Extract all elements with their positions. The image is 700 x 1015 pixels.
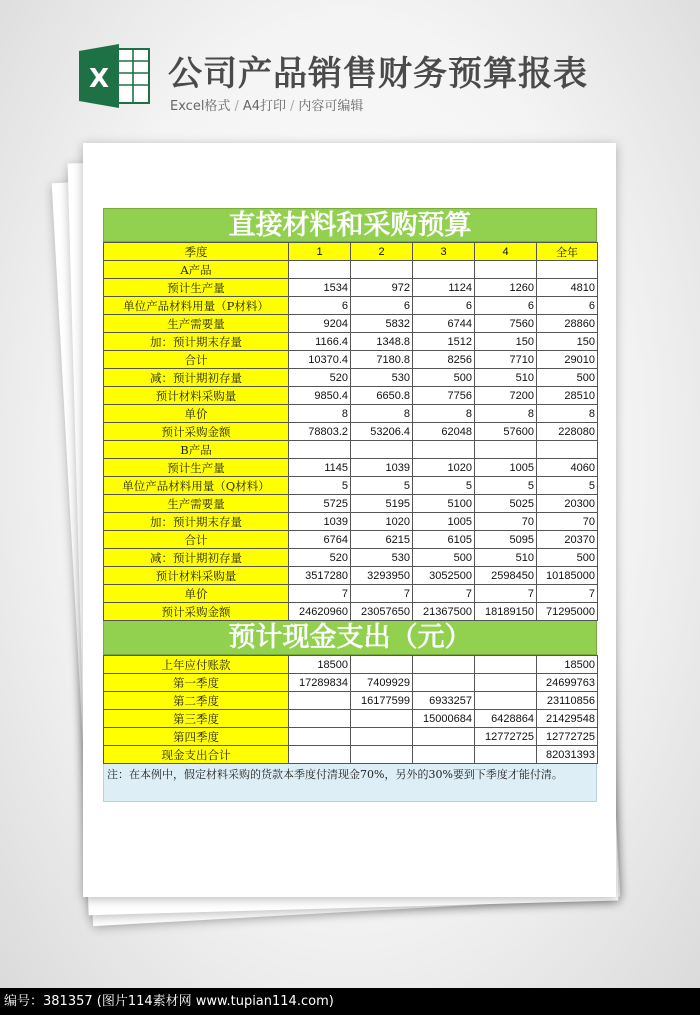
row-label: 上年应付账款 [104, 656, 289, 674]
row-label: 预计材料采购量 [104, 387, 289, 405]
value-cell: 18189150 [475, 603, 537, 621]
header-cell: 4 [475, 243, 537, 261]
value-cell: 520 [289, 549, 351, 567]
row-label: 第四季度 [104, 728, 289, 746]
value-cell: 7180.8 [351, 351, 413, 369]
value-cell: 500 [537, 549, 598, 567]
value-cell: 5 [537, 477, 598, 495]
header-cell-quarter: 季度 [104, 243, 289, 261]
value-cell: 2598450 [475, 567, 537, 585]
value-cell: 4060 [537, 459, 598, 477]
value-cell: 500 [537, 369, 598, 387]
value-cell [289, 746, 351, 764]
value-cell: 82031393 [537, 746, 598, 764]
value-cell [351, 441, 413, 459]
value-cell: 8 [289, 405, 351, 423]
value-cell: 5 [413, 477, 475, 495]
table-row [104, 495, 598, 513]
table-row [104, 477, 598, 495]
table-row [104, 261, 598, 279]
row-label: B产品 [104, 441, 289, 459]
value-cell: 57600 [475, 423, 537, 441]
table-row [104, 549, 598, 567]
value-cell: 1039 [289, 513, 351, 531]
value-cell: 150 [537, 333, 598, 351]
value-cell: 3052500 [413, 567, 475, 585]
value-cell: 6933257 [413, 692, 475, 710]
value-cell: 7409929 [351, 674, 413, 692]
header-cell: 3 [413, 243, 475, 261]
value-cell: 9850.4 [289, 387, 351, 405]
value-cell: 7 [351, 585, 413, 603]
row-label: 加：预计期末存量 [104, 513, 289, 531]
section2-title: 预计现金支出（元） [103, 621, 597, 655]
value-cell: 7560 [475, 315, 537, 333]
row-label: 加：预计期末存量 [104, 333, 289, 351]
row-label: 生产需要量 [104, 315, 289, 333]
value-cell: 4810 [537, 279, 598, 297]
header-cell: 2 [351, 243, 413, 261]
value-cell [351, 746, 413, 764]
row-label: 单价 [104, 585, 289, 603]
value-cell: 1512 [413, 333, 475, 351]
value-cell: 9204 [289, 315, 351, 333]
value-cell [537, 441, 598, 459]
value-cell [475, 441, 537, 459]
table-row [104, 692, 598, 710]
row-label: 第一季度 [104, 674, 289, 692]
value-cell [475, 261, 537, 279]
subtitle-print: A4打印 [242, 99, 286, 114]
table-row [104, 423, 598, 441]
value-cell: 71295000 [537, 603, 598, 621]
table-row [104, 746, 598, 764]
value-cell: 5100 [413, 495, 475, 513]
value-cell [413, 728, 475, 746]
value-cell: 17289834 [289, 674, 351, 692]
value-cell [351, 261, 413, 279]
value-cell: 70 [475, 513, 537, 531]
page-title: 公司产品销售财务预算报表 [168, 54, 588, 94]
table-row [104, 674, 598, 692]
value-cell: 7 [475, 585, 537, 603]
value-cell: 3517280 [289, 567, 351, 585]
value-cell: 530 [351, 549, 413, 567]
value-cell: 6744 [413, 315, 475, 333]
value-cell: 6 [537, 297, 598, 315]
value-cell: 12772725 [475, 728, 537, 746]
value-cell: 1124 [413, 279, 475, 297]
value-cell: 6215 [351, 531, 413, 549]
header-cell: 1 [289, 243, 351, 261]
value-cell: 5095 [475, 531, 537, 549]
value-cell: 6650.8 [351, 387, 413, 405]
table-row [104, 603, 598, 621]
table-row [104, 585, 598, 603]
row-label: 第三季度 [104, 710, 289, 728]
table-row [104, 441, 598, 459]
row-label: 现金支出合计 [104, 746, 289, 764]
value-cell: 10185000 [537, 567, 598, 585]
value-cell [475, 656, 537, 674]
value-cell: 7710 [475, 351, 537, 369]
value-cell [351, 656, 413, 674]
value-cell: 8 [475, 405, 537, 423]
value-cell: 520 [289, 369, 351, 387]
value-cell: 7756 [413, 387, 475, 405]
row-label: 减：预计期初存量 [104, 369, 289, 387]
value-cell: 1348.8 [351, 333, 413, 351]
value-cell: 1005 [413, 513, 475, 531]
value-cell: 28510 [537, 387, 598, 405]
value-cell: 972 [351, 279, 413, 297]
table-row [104, 333, 598, 351]
value-cell: 1166.4 [289, 333, 351, 351]
value-cell [413, 674, 475, 692]
value-cell: 510 [475, 549, 537, 567]
value-cell: 53206.4 [351, 423, 413, 441]
subtitle-edit: 内容可编辑 [298, 99, 364, 114]
value-cell: 8 [351, 405, 413, 423]
value-cell: 5832 [351, 315, 413, 333]
value-cell: 5025 [475, 495, 537, 513]
row-label: 合计 [104, 351, 289, 369]
table-row [104, 459, 598, 477]
value-cell: 78803.2 [289, 423, 351, 441]
value-cell: 530 [351, 369, 413, 387]
material-budget-table [103, 242, 598, 621]
table-row [104, 405, 598, 423]
row-label: 预计生产量 [104, 459, 289, 477]
value-cell: 5195 [351, 495, 413, 513]
row-label: 预计生产量 [104, 279, 289, 297]
cash-expense-table [103, 655, 598, 764]
value-cell [413, 746, 475, 764]
table-row [104, 369, 598, 387]
table-row [104, 531, 598, 549]
value-cell: 5 [475, 477, 537, 495]
value-cell: 1039 [351, 459, 413, 477]
value-cell: 7 [289, 585, 351, 603]
row-label: 预计采购金额 [104, 423, 289, 441]
value-cell: 6 [289, 297, 351, 315]
value-cell: 18500 [289, 656, 351, 674]
value-cell: 7 [413, 585, 475, 603]
value-cell: 24699763 [537, 674, 598, 692]
value-cell: 228080 [537, 423, 598, 441]
value-cell [289, 261, 351, 279]
excel-icon [77, 43, 151, 109]
value-cell [289, 692, 351, 710]
value-cell: 21367500 [413, 603, 475, 621]
value-cell: 510 [475, 369, 537, 387]
budget-sheet [103, 208, 597, 802]
value-cell [475, 746, 537, 764]
table-row [104, 279, 598, 297]
value-cell: 6764 [289, 531, 351, 549]
value-cell [475, 674, 537, 692]
value-cell: 20300 [537, 495, 598, 513]
row-label: 生产需要量 [104, 495, 289, 513]
value-cell: 1020 [413, 459, 475, 477]
row-label: 预计材料采购量 [104, 567, 289, 585]
value-cell: 15000684 [413, 710, 475, 728]
value-cell: 12772725 [537, 728, 598, 746]
value-cell: 1020 [351, 513, 413, 531]
table-row [104, 567, 598, 585]
value-cell [351, 710, 413, 728]
value-cell: 62048 [413, 423, 475, 441]
value-cell: 8 [537, 405, 598, 423]
row-label: 合计 [104, 531, 289, 549]
value-cell: 6 [475, 297, 537, 315]
value-cell: 28860 [537, 315, 598, 333]
value-cell [475, 692, 537, 710]
value-cell: 6 [351, 297, 413, 315]
footnote: 注：在本例中，假定材料采购的货款本季度付清现金70%，另外的30%要到下季度才能付清。 [103, 764, 597, 802]
value-cell: 500 [413, 369, 475, 387]
subtitle-format: Excel格式 [170, 99, 231, 114]
value-cell: 23057650 [351, 603, 413, 621]
value-cell: 5 [351, 477, 413, 495]
table-row [104, 656, 598, 674]
row-label: 单价 [104, 405, 289, 423]
value-cell: 21429548 [537, 710, 598, 728]
value-cell: 7 [537, 585, 598, 603]
header-cell: 全年 [537, 243, 598, 261]
value-cell [289, 441, 351, 459]
table-row [104, 297, 598, 315]
value-cell: 6428864 [475, 710, 537, 728]
table-row [104, 710, 598, 728]
value-cell: 7200 [475, 387, 537, 405]
value-cell: 6 [413, 297, 475, 315]
table-row [104, 728, 598, 746]
table-row [104, 513, 598, 531]
value-cell: 1145 [289, 459, 351, 477]
table-row [104, 351, 598, 369]
subtitle: Excel格式 / A4打印 / 内容可编辑 [170, 99, 364, 114]
value-cell: 3293950 [351, 567, 413, 585]
table-row [104, 387, 598, 405]
value-cell: 24620960 [289, 603, 351, 621]
value-cell: 10370.4 [289, 351, 351, 369]
value-cell [413, 441, 475, 459]
value-cell [413, 656, 475, 674]
value-cell: 5 [289, 477, 351, 495]
table-row [104, 315, 598, 333]
watermark-footer: 编号：381357 (图片114素材网 www.tupian114.com) [0, 988, 700, 1015]
value-cell [289, 728, 351, 746]
value-cell: 1534 [289, 279, 351, 297]
value-cell: 8256 [413, 351, 475, 369]
value-cell: 6105 [413, 531, 475, 549]
value-cell [289, 710, 351, 728]
value-cell: 20370 [537, 531, 598, 549]
value-cell [351, 728, 413, 746]
value-cell: 500 [413, 549, 475, 567]
row-label: A产品 [104, 261, 289, 279]
row-label: 预计采购金额 [104, 603, 289, 621]
value-cell: 29010 [537, 351, 598, 369]
value-cell [537, 261, 598, 279]
value-cell: 18500 [537, 656, 598, 674]
row-label: 单位产品材料用量（P材料） [104, 297, 289, 315]
row-label: 第二季度 [104, 692, 289, 710]
svg-text:X: X [88, 64, 110, 94]
table-header-row [104, 243, 598, 261]
row-label: 减：预计期初存量 [104, 549, 289, 567]
value-cell: 1260 [475, 279, 537, 297]
value-cell: 23110856 [537, 692, 598, 710]
row-label: 单位产品材料用量（Q材料） [104, 477, 289, 495]
value-cell: 70 [537, 513, 598, 531]
value-cell: 16177599 [351, 692, 413, 710]
value-cell: 8 [413, 405, 475, 423]
value-cell: 150 [475, 333, 537, 351]
value-cell: 1005 [475, 459, 537, 477]
value-cell [413, 261, 475, 279]
value-cell: 5725 [289, 495, 351, 513]
section1-title: 直接材料和采购预算 [103, 208, 597, 242]
